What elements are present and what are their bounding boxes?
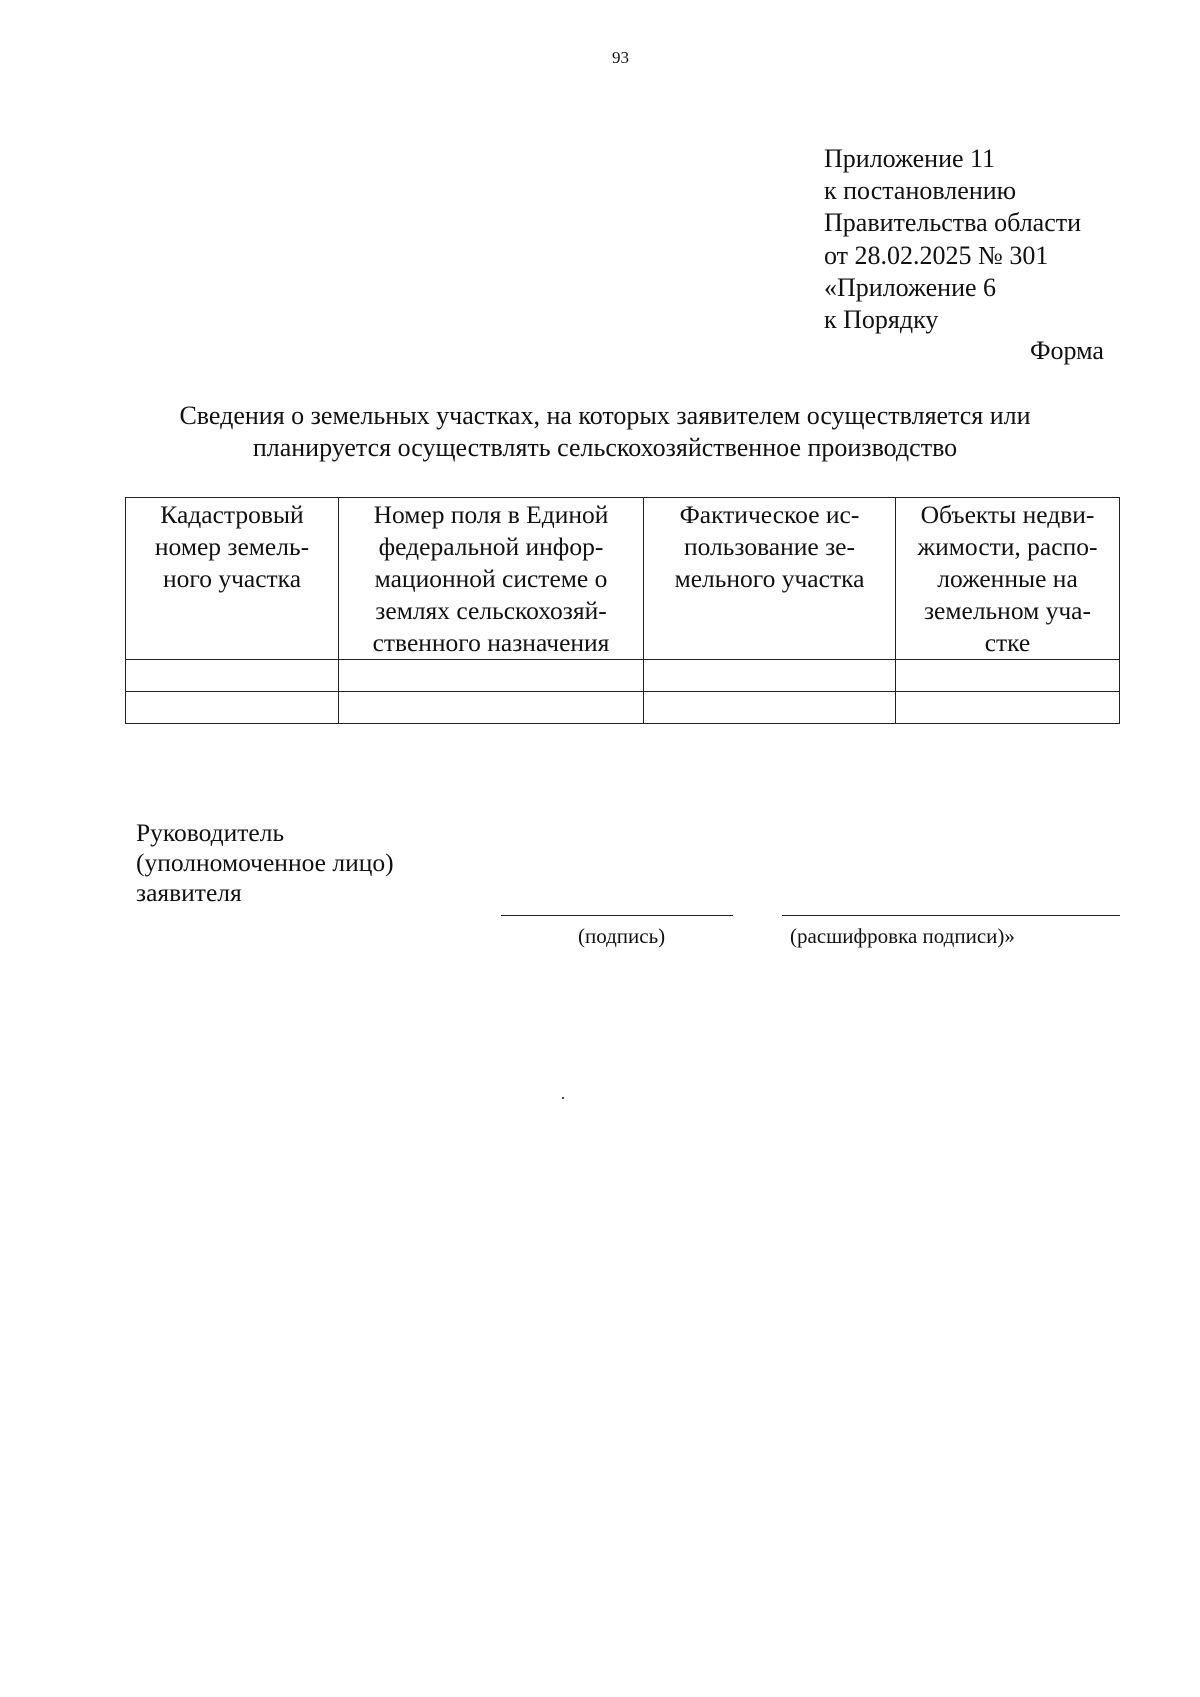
header-real-estate-objects: Объекты недви- жимости, распо- ложенные на земельном уча- стке — [896, 498, 1120, 660]
table-cell[interactable] — [126, 692, 339, 724]
title-line: Сведения о земельных участках, на которых заявителем осуществляется или — [179, 401, 1031, 430]
appendix-line: от 28.02.2025 № 301 — [824, 240, 1049, 270]
appendix-line: Приложение 11 — [824, 144, 996, 173]
document-title — [100, 400, 1110, 464]
table-row — [126, 692, 1120, 724]
appendix-line: Правительства области — [824, 208, 1082, 238]
table-row — [126, 660, 1120, 692]
table-cell[interactable] — [644, 692, 896, 724]
land-plots-table — [125, 497, 1120, 724]
header-field-number: Номер поля в Единой федеральной инфор- мационной системе о землях сельскохозяй- ственного назначения — [339, 498, 644, 660]
form-label: Форма — [1030, 336, 1104, 365]
signature-decoding-caption: (расшифровка подписи)» — [790, 924, 1015, 948]
appendix-line: «Приложение 6 — [824, 272, 997, 302]
header-cadastral-number: Кадастровый номер земель- ного участка — [126, 498, 339, 660]
table-header-row — [126, 498, 1120, 660]
appendix-line: к Порядку — [824, 305, 939, 335]
page-number: 93 — [612, 48, 629, 67]
signer-line: (уполномоченное лицо) — [136, 848, 394, 877]
signer-label — [136, 818, 394, 908]
signer-line: Руководитель — [136, 818, 285, 847]
table-cell[interactable] — [339, 660, 644, 692]
header-actual-use: Фактическое ис- пользование зе- мельного участка — [644, 498, 896, 660]
signature-decoding-line[interactable] — [782, 915, 1120, 916]
table-cell[interactable] — [339, 692, 644, 724]
signature-caption: (подпись) — [578, 924, 666, 948]
appendix-header — [824, 143, 1081, 336]
table-cell[interactable] — [896, 660, 1120, 692]
appendix-line: к постановлению — [824, 176, 1017, 206]
signature-line[interactable] — [501, 915, 733, 916]
table-cell[interactable] — [896, 692, 1120, 724]
title-line: планируется осуществлять сельскохозяйственное производство — [252, 433, 958, 462]
table-cell[interactable] — [126, 660, 339, 692]
signer-line: заявителя — [136, 878, 242, 907]
scan-speck — [562, 1097, 564, 1099]
table-cell[interactable] — [644, 660, 896, 692]
